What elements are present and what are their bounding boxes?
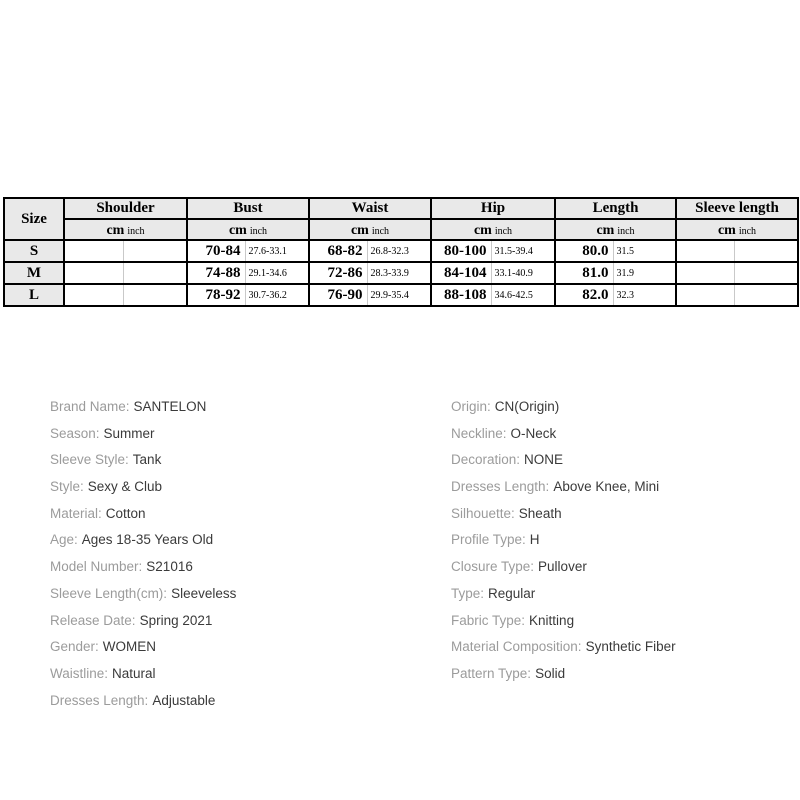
waist-cm-cell: 68-82 — [309, 240, 367, 262]
spec-value: Ages 18-35 Years Old — [81, 532, 214, 548]
bust-cm-cell: 78-92 — [187, 284, 245, 306]
bust-inch-cell: 29.1-34.6 — [245, 262, 309, 284]
spec-value: Sexy & Club — [87, 479, 163, 495]
length-cm-cell: 80.0 — [555, 240, 613, 262]
unit-inch-label: inch — [738, 225, 757, 237]
spec-dresses-length-left — [50, 688, 410, 715]
spec-value: Regular — [488, 585, 536, 601]
shoulder-inch-cell — [123, 262, 187, 284]
length-cm-cell: 82.0 — [555, 284, 613, 306]
spec-value: Summer — [103, 425, 155, 441]
spec-value: Synthetic Fiber — [585, 639, 676, 655]
spec-label: Model Number: — [50, 559, 143, 575]
spec-origin — [451, 394, 791, 421]
spec-label: Neckline: — [451, 425, 507, 441]
spec-type — [451, 581, 791, 608]
spec-value: O-Neck — [510, 425, 557, 441]
units-header-bust — [187, 219, 309, 240]
column-header-size: Size — [4, 198, 64, 240]
sleeve-cm-cell — [676, 262, 734, 284]
units-header-hip — [431, 219, 555, 240]
spec-label: Closure Type: — [451, 559, 535, 575]
spec-label: Style: — [50, 479, 84, 495]
spec-release-date — [50, 608, 410, 635]
spec-style — [50, 474, 410, 501]
spec-label: Dresses Length: — [50, 692, 149, 708]
spec-value: CN(Origin) — [494, 399, 560, 414]
spec-value: Cotton — [105, 505, 146, 521]
spec-label: Silhouette: — [451, 505, 515, 521]
spec-value: Tank — [132, 452, 162, 468]
spec-silhouette — [451, 501, 791, 528]
spec-waistline — [50, 661, 410, 688]
unit-cm-label: cm — [717, 222, 736, 238]
table-row-size-s — [4, 240, 798, 262]
length-cm-cell: 81.0 — [555, 262, 613, 284]
spec-label: Fabric Type: — [451, 612, 526, 628]
spec-material — [50, 501, 410, 528]
shoulder-cm-cell — [64, 240, 123, 262]
bust-inch-cell: 27.6-33.1 — [245, 240, 309, 262]
sleeve-inch-cell — [734, 284, 798, 306]
waist-inch-cell: 29.9-35.4 — [367, 284, 431, 306]
waist-inch-cell: 28.3-33.9 — [367, 262, 431, 284]
column-header-shoulder: Shoulder — [64, 198, 187, 219]
hip-inch-cell: 31.5-39.4 — [491, 240, 555, 262]
product-specs-left-column — [50, 394, 410, 714]
spec-material-composition — [451, 634, 791, 661]
spec-label: Profile Type: — [451, 532, 526, 548]
unit-cm-label: cm — [228, 222, 247, 238]
length-inch-cell: 31.9 — [613, 262, 676, 284]
table-header-row-units — [4, 219, 798, 240]
spec-label: Material Composition: — [451, 639, 582, 655]
spec-sleeve-style — [50, 447, 410, 474]
spec-label: Type: — [451, 585, 485, 601]
product-specs-right-column — [451, 394, 791, 688]
spec-label: Brand Name: — [50, 399, 130, 414]
sleeve-inch-cell — [734, 262, 798, 284]
unit-cm-label: cm — [350, 222, 369, 238]
unit-cm-label: cm — [106, 222, 125, 238]
size-chart — [3, 197, 797, 307]
spec-value: Spring 2021 — [139, 612, 213, 628]
spec-gender — [50, 634, 410, 661]
waist-cm-cell: 76-90 — [309, 284, 367, 306]
spec-value: SANTELON — [133, 399, 207, 414]
spec-label: Age: — [50, 532, 78, 548]
size-cell: S — [4, 240, 64, 262]
unit-inch-label: inch — [249, 225, 268, 237]
spec-value: Sheath — [518, 505, 562, 521]
hip-cm-cell: 80-100 — [431, 240, 491, 262]
hip-cm-cell: 88-108 — [431, 284, 491, 306]
spec-value: Natural — [112, 665, 156, 681]
column-header-hip: Hip — [431, 198, 555, 219]
spec-value: Pullover — [538, 559, 587, 575]
spec-value: H — [529, 532, 540, 548]
shoulder-inch-cell — [123, 284, 187, 306]
spec-label: Season: — [50, 425, 100, 441]
spec-closure-type — [451, 554, 791, 581]
bust-inch-cell: 30.7-36.2 — [245, 284, 309, 306]
size-cell: M — [4, 262, 64, 284]
table-row-size-m — [4, 262, 798, 284]
bust-cm-cell: 74-88 — [187, 262, 245, 284]
spec-decoration — [451, 447, 791, 474]
spec-label: Dresses Length: — [451, 479, 550, 495]
units-header-length — [555, 219, 676, 240]
waist-cm-cell: 72-86 — [309, 262, 367, 284]
hip-cm-cell: 84-104 — [431, 262, 491, 284]
spec-value: Above Knee, Mini — [553, 479, 660, 495]
spec-label: Release Date: — [50, 612, 136, 628]
bust-cm-cell: 70-84 — [187, 240, 245, 262]
spec-sleeve-length-cm — [50, 581, 410, 608]
length-inch-cell: 32.3 — [613, 284, 676, 306]
waist-inch-cell: 26.8-32.3 — [367, 240, 431, 262]
column-header-length: Length — [555, 198, 676, 219]
spec-pattern-type — [451, 661, 791, 688]
column-header-waist: Waist — [309, 198, 431, 219]
spec-value: Sleeveless — [171, 585, 237, 601]
spec-label: Gender: — [50, 639, 99, 655]
spec-label: Material: — [50, 505, 102, 521]
sleeve-cm-cell — [676, 240, 734, 262]
hip-inch-cell: 33.1-40.9 — [491, 262, 555, 284]
hip-inch-cell: 34.6-42.5 — [491, 284, 555, 306]
size-chart-table — [3, 197, 799, 307]
spec-age — [50, 527, 410, 554]
spec-model-number — [50, 554, 410, 581]
unit-cm-label: cm — [596, 222, 615, 238]
units-header-waist — [309, 219, 431, 240]
table-header-row-names — [4, 198, 798, 219]
unit-cm-label: cm — [473, 222, 492, 238]
spec-label: Sleeve Style: — [50, 452, 129, 468]
spec-label: Decoration: — [451, 452, 521, 468]
spec-value: Knitting — [529, 612, 575, 628]
spec-profile-type — [451, 527, 791, 554]
column-header-sleeve-length: Sleeve length — [676, 198, 798, 219]
spec-label: Origin: — [451, 399, 491, 414]
spec-season — [50, 421, 410, 448]
shoulder-cm-cell — [64, 262, 123, 284]
spec-dresses-length-right — [451, 474, 791, 501]
size-cell: L — [4, 284, 64, 306]
table-row-size-l — [4, 284, 798, 306]
unit-inch-label: inch — [127, 225, 145, 237]
length-inch-cell: 31.5 — [613, 240, 676, 262]
spec-value: Adjustable — [152, 692, 216, 708]
spec-label: Waistline: — [50, 665, 109, 681]
shoulder-cm-cell — [64, 284, 123, 306]
column-header-bust: Bust — [187, 198, 309, 219]
spec-neckline — [451, 421, 791, 448]
spec-label: Pattern Type: — [451, 665, 532, 681]
spec-value: WOMEN — [102, 639, 157, 655]
spec-value: S21016 — [146, 559, 193, 575]
spec-value: Solid — [535, 665, 566, 681]
spec-value: NONE — [524, 452, 564, 468]
sleeve-inch-cell — [734, 240, 798, 262]
unit-inch-label: inch — [371, 225, 390, 237]
units-header-shoulder — [64, 219, 187, 240]
unit-inch-label: inch — [617, 225, 635, 237]
unit-inch-label: inch — [494, 225, 513, 237]
spec-brand-name — [50, 394, 410, 421]
spec-label: Sleeve Length(cm): — [50, 585, 168, 601]
units-header-sleeve-length — [676, 219, 798, 240]
sleeve-cm-cell — [676, 284, 734, 306]
shoulder-inch-cell — [123, 240, 187, 262]
spec-fabric-type — [451, 608, 791, 635]
